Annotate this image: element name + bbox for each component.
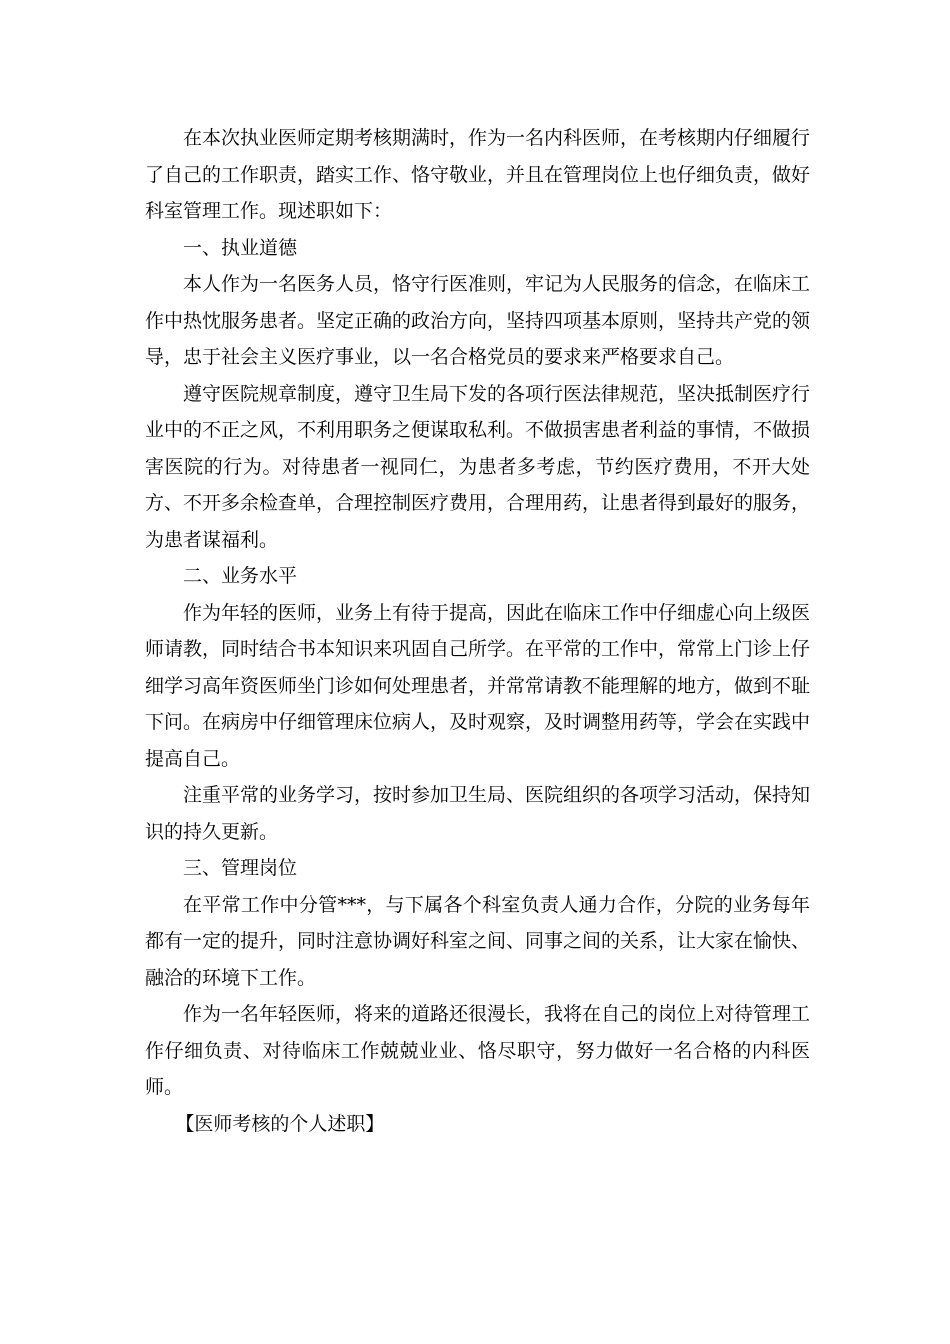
intro-paragraph: 在本次执业医师定期考核期满时，作为一名内科医师，在考核期内仔细履行了自己的工作职责，踏实工作、恪守敬业，并且在管理岗位上也仔细负责，做好科室管理工作。现述职如下： bbox=[145, 127, 811, 222]
management-paragraph: 在平常工作中分管***，与下属各个科室负责人通力合作，分院的业务每年都有一定的提升，同时注意协调好科室之间、同事之间的关系，让大家在愉快、融洽的环境下工作。 bbox=[145, 893, 811, 989]
document-body bbox=[145, 120, 810, 1142]
footer-title: 【医师考核的个人述职】 bbox=[175, 1112, 385, 1135]
ethics-paragraph-1: 本人作为一名医务人员，恪守行医准则，牢记为人民服务的信念，在临床工作中热忱服务患者。坚定正确的政治方向，坚持四项基本原则，坚持共产党的领导，忠于社会主义医疗事业，以一名合格党员的要求来严格要求自己。 bbox=[145, 273, 811, 368]
section-heading-management: 三、管理岗位 bbox=[183, 857, 298, 879]
section-heading-skills: 二、业务水平 bbox=[183, 565, 298, 587]
section-heading-ethics: 一、执业道德 bbox=[183, 236, 298, 259]
skills-paragraph-2: 注重平常的业务学习，按时参加卫生局、医院组织的各项学习活动，保持知识的持久更新。 bbox=[145, 784, 811, 843]
closing-paragraph: 作为一名年轻医师，将来的道路还很漫长，我将在自己的岗位上对待管理工作仔细负责、对待临床工作兢兢业业、恪尽职守，努力做好一名合格的内科医师。 bbox=[145, 1003, 811, 1098]
ethics-paragraph-2: 遵守医院规章制度，遵守卫生局下发的各项行医法律规范，坚决抵制医疗行业中的不正之风，不利用职务之便谋取私利。不做损害患者利益的事情，不做损害医院的行为。对待患者一视同仁，为患者多考虑，节约医疗费用，不开大处方、不开多余检查单，合理控制医疗费用，合理用药，让患者得到最好的服务，为患者谋福利。 bbox=[145, 382, 811, 551]
skills-paragraph-1: 作为年轻的医师，业务上有待于提高，因此在临床工作中仔细虚心向上级医师请教，同时结合书本知识来巩固自己所学。在平常的工作中，常常上门诊上仔细学习高年资医师坐门诊如何处理患者，并常常请教不能理解的地方，做到不耻下问。在病房中仔细管理床位病人，及时观察，及时调整用药等，学会在实践中提高自己。 bbox=[145, 601, 811, 770]
